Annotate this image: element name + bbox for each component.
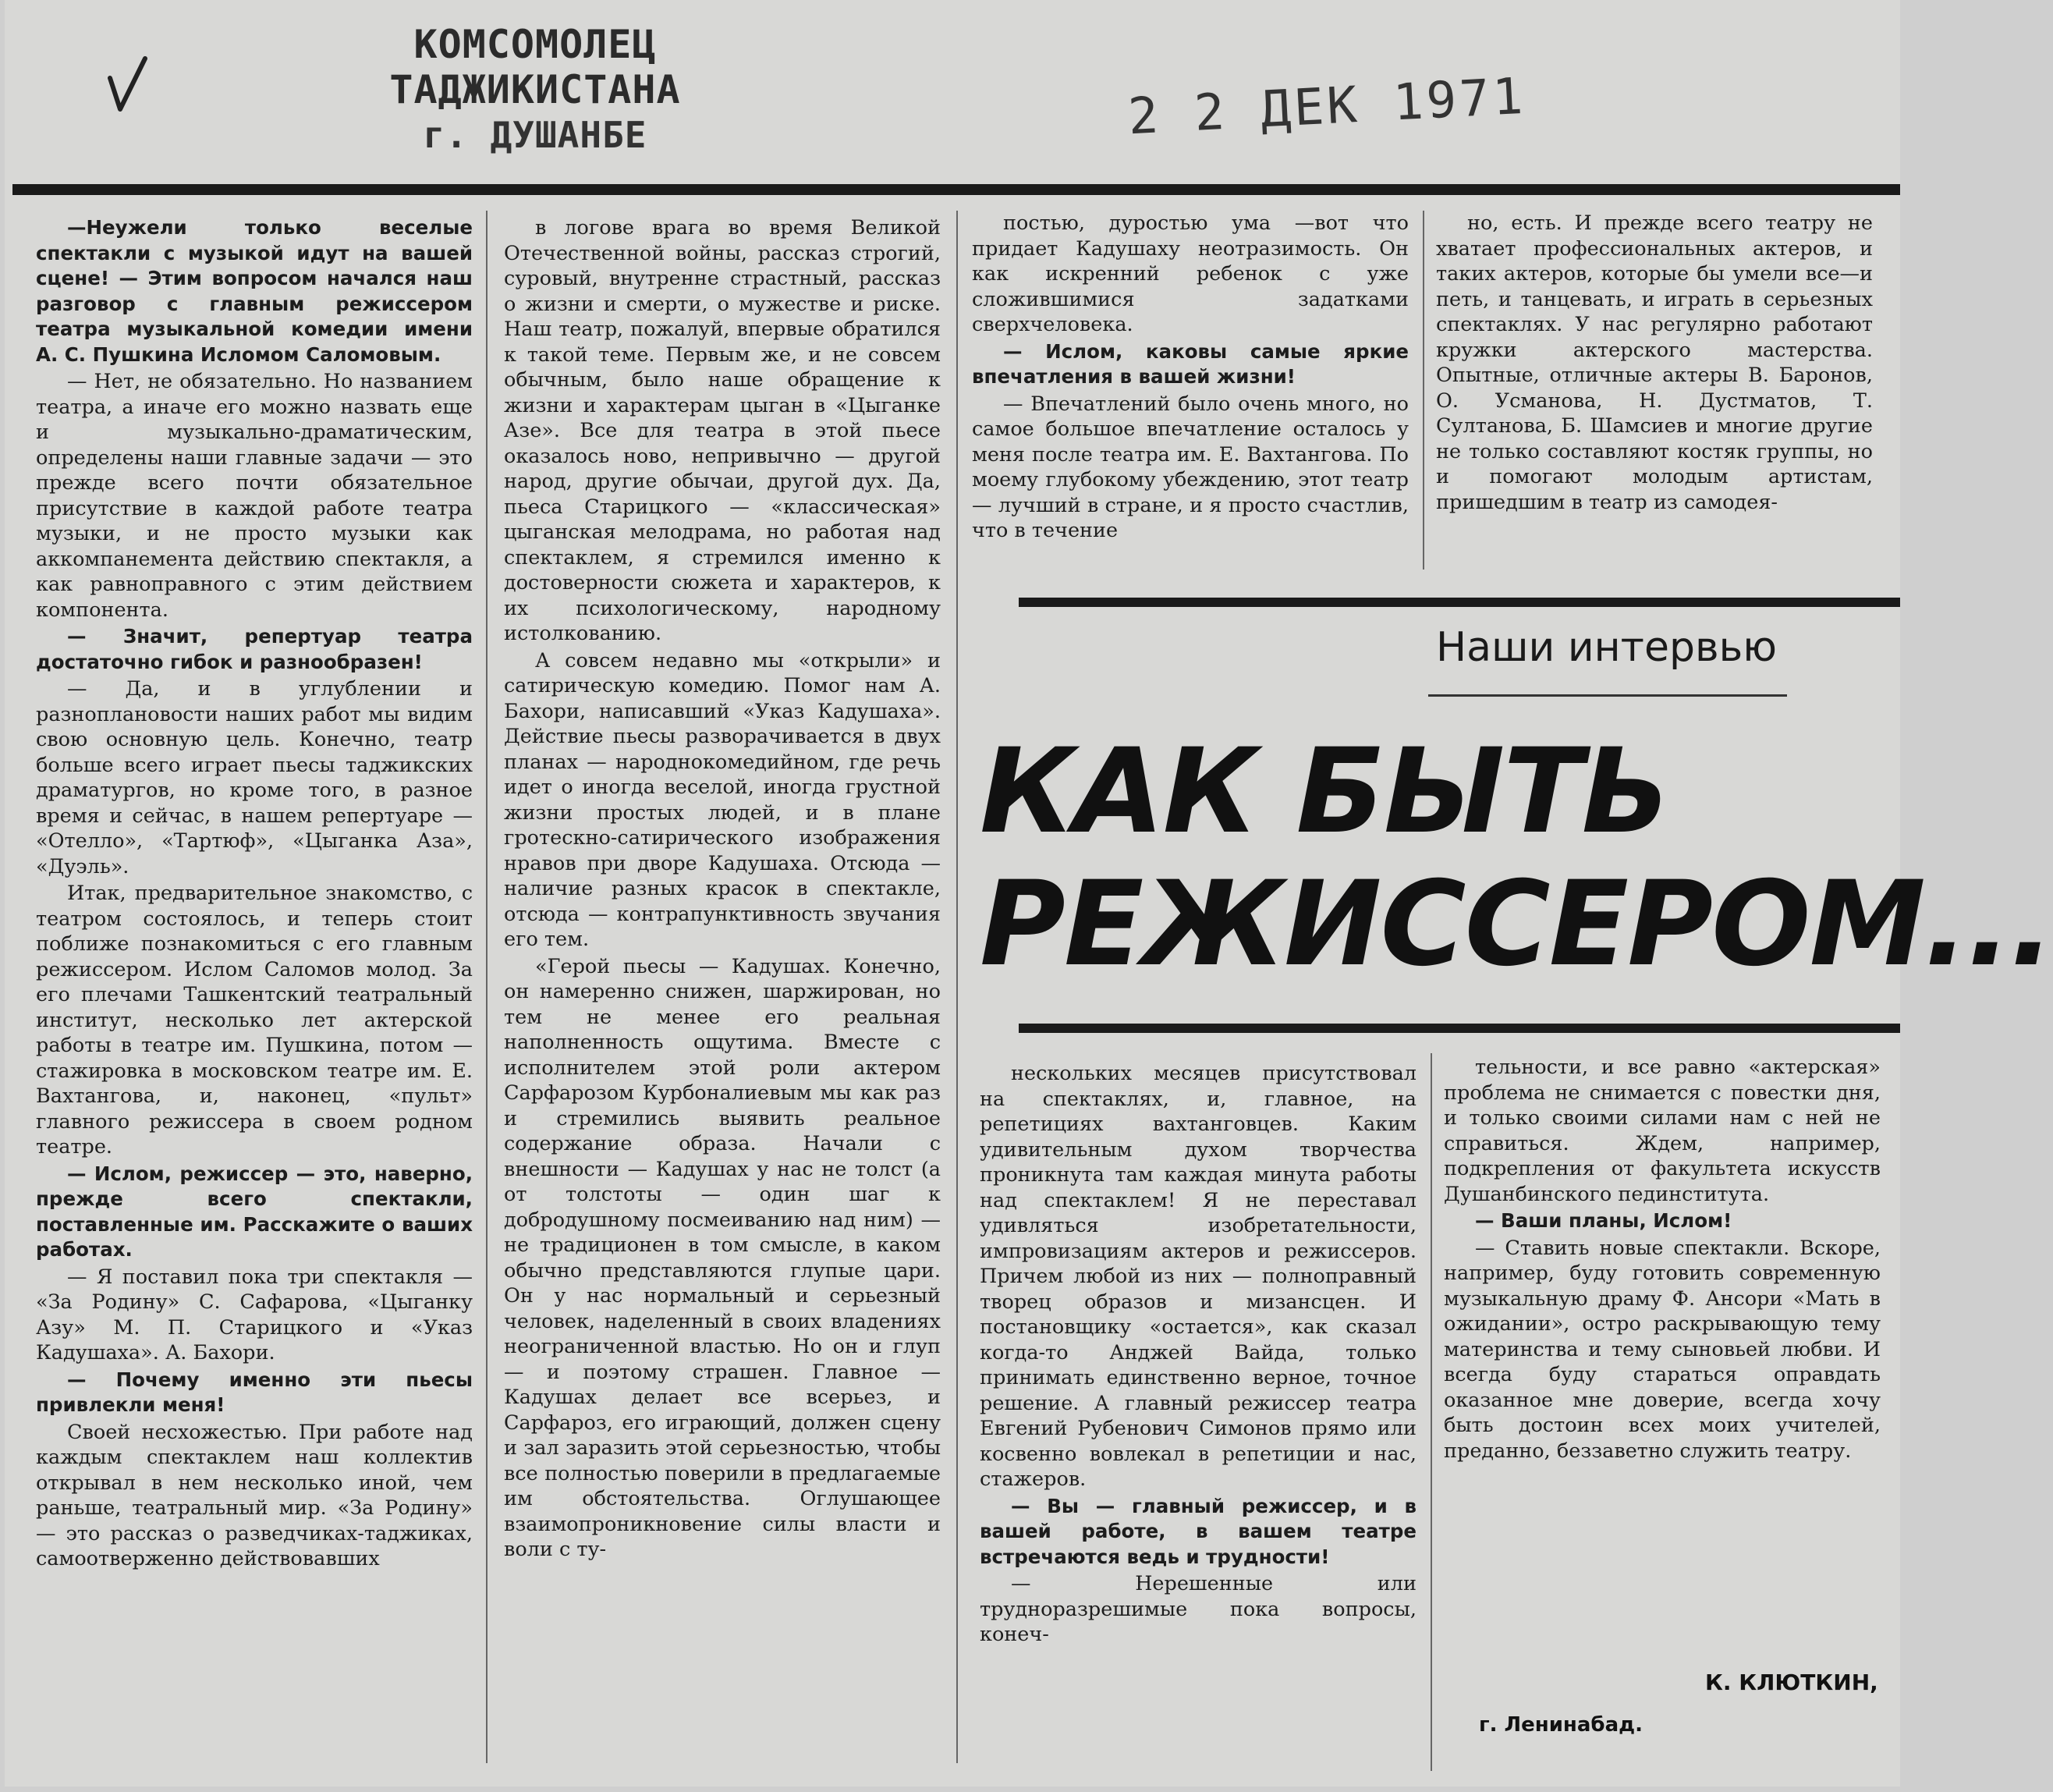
article-paragraph: Своей несхожестью. При работе над каждым спектаклем наш коллектив открывал в нем несколько иной, чем раньше, театральный мир. «За Родину» — это рассказ о разведчиках-таджиках, самоотверженно действовавших [36,1420,473,1570]
article-paragraph: — Нет, не обязательно. Но названием театра, а иначе его можно назвать еще и музыкально-драматическим, определены наши главные задачи — это прежде всего почти обязательное присутствие в каждой работе театра музыки, и не просто музыки как аккомпанемента действию спектакля, а как равноправного с этим действием компонента. [36,370,473,622]
article-paragraph: — Ставить новые спектакли. Вскоре, например, буду готовить современную музыкальную драму Ф. Ансори «Мать в ожидании», остро раскрывающую тему материнства и тему сыновьей любви. И всегда буду стараться оправдать оказанное мне доверие, всегда хочу быть достоин всех моих учителей, преданно, беззаветно служить театру. [1444,1236,1881,1463]
author-place: г. Ленинабад. [1479,1713,1643,1737]
author-signature: К. КЛЮТКИН, [1705,1670,1878,1695]
top-rule [12,184,1900,195]
article-paragraph: нескольких месяцев присутствовал на спектаклях, и, главное, на репетициях вахтанговцев. Каким удивительным духом творчества проникнута там каждая минута работы над спектаклем! Я не переставал удивляться изобретательности, импровизациям актеров и режиссеров. Причем любой из них — полноправный творец образов и мизансцен. И постановщику «остается», как сказал когда-то Анджей Вайда, только принимать единственно верное, точное решение. А главный режиссер театра Евгений Рубенович Симонов прямо или косвенно вовлекал в репетиции и нас, стажеров. [980,1062,1417,1491]
article-paragraph: — Нерешенные или трудноразрешимые пока вопросы, конеч- [980,1572,1417,1646]
article-paragraph: — Да, и в углублении и разноплановости наших работ мы видим свою основную цель. Конечно, театр больше всего играет пьесы таджикских драматургов, но кроме того, в разное время и сейчас, в нашем репертуаре — «Отелло», «Тартюф», «Цыганка Аза», «Дуэль». [36,677,473,878]
article-paragraph: — Впечатлений было очень много, но самое большое впечатление осталось у меня после театра им. Е. Вахтангова. По моему глубокому убеждению, этот театр — лучший в стране, и я просто счастлив, что в течение [972,392,1409,542]
newspaper-clipping [5,0,2053,1787]
headline-line-1: КАК БЫТЬ [980,724,1669,860]
headline [980,724,2053,992]
column-divider [486,211,488,1763]
column-3 [972,211,1409,570]
column-divider [1423,211,1424,570]
newspaper-name: КОМСОМОЛЕЦ ТАДЖИКИСТАНА [389,22,681,112]
column-1 [36,215,473,1768]
column-divider [956,211,958,1763]
interview-question: —Неужели только веселые спектакли с музыкой идут на вашей сцене! — Этим вопросом начался наш разговор с главным режиссером театра музыкальной комедии имени А. С. Пушкина Исломом Саломовым. [36,216,473,366]
interview-question: — Ваши планы, Ислом! [1475,1209,1732,1232]
article-paragraph: — Я поставил пока три спектакля — «За Родину» С. Сафарова, «Цыганку Азу» М. П. Старицкого и «Указ Кадушаха». А. Бахори. [36,1265,473,1364]
column-2 [504,215,941,1768]
article-paragraph: но, есть. И прежде всего театру не хватает профессиональных актеров, и таких актеров, которые бы умели все—и петь, и танцевать, и играть в серьезных спектаклях. У нас регулярно работают кружки актерского мастерства. Опытные, отличные актеры В. Баронов, О. Усманова, Н. Дустматов, Т. Султанова, Б. Шамсиев и многие другие не только составляют костяк группы, но и помогают молодым артистам, пришедшим в театр из самодея- [1436,211,1873,514]
rubric: Наши интервью [1436,624,1778,671]
article-paragraph: постью, дуростью ума —вот что придает Кадушаху неотразимость. Он как искренний ребенок с уже сложившимися задатками сверхчеловека. [972,211,1409,336]
interview-question: — Значит, репертуар театра достаточно гибок и разнообразен! [36,625,473,673]
checkmark-icon [106,55,153,117]
article-paragraph: «Герой пьесы — Кадушах. Конечно, он намеренно снижен, шаржирован, но тем не менее его реальная наполненность ощутима. Вместе с исполнителем этой роли актером Сарфарозом Курбоналиевым мы как раз и стремились выявить реальное содержание образа. Начали с внешности — Кадушах у нас не толст (а от толстоты — один шаг к добродушному посмеиванию над ним) — не традиционен в том смысле, в каком обычно представляются глупые цари. Он у нас нормальный и серьезный человек, наделенный в своих владениях неограниченной властью. Но он и глуп — и поэтому страшен. Главное — Кадушах делает все всерьез, и Сарфароз, его играющий, должен сцену и зал заразить этой серьезностью, чтобы все полностью поверили в предлагаемые им обстоятельства. Оглушающее взаимопроникновение силы власти и воли с ту- [504,954,941,1561]
column-4 [1436,211,1873,570]
headline-top-rule [1019,598,1900,607]
column-divider [1431,1053,1432,1771]
article-paragraph: в логове врага во время Великой Отечественной войны, рассказ строгий, суровый, внутренне страстный, рассказ о жизни и смерти, о мужестве и риске. Наш театр, пожалуй, впервые обратился к такой теме. Первым же, и не совсем обычным, было наше обращение к жизни и характерам цыган в «Цыганке Азе». Все для театра в этой пьесе оказалось ново, непривычно — другой народ, другие обычаи, другой дух. Да, пьеса Старицкого — «классическая» цыганская мелодрама, но работая над спектаклем, я стремился именно к достоверности сюжета и характеров, к их психологическому, народному истолкованию. [504,216,941,645]
interview-question: — Вы — главный режиссер, и в вашей работе, в вашем театре встречаются ведь и трудности! [980,1494,1417,1568]
column-5 [980,1061,1417,1763]
article-paragraph: тельности, и все равно «актерская» проблема не снимается с повестки дня, и только своими силами нам с ней не справиться. Ждем, например, подкрепления от факультета искусств Душанбинского пединститута. [1444,1056,1881,1206]
article-paragraph: А совсем недавно мы «открыли» и сатирическую комедию. Помог нам А. Бахори, написавший «Указ Кадушаха». Действие пьесы разворачивается в двух планах — народнокомедийном, где речь идет о иногда веселой, иногда грустной жизни простых людей, и в плане гротескно-сатирического изображения нравов при дворе Кадушаха. Отсюда — наличие разных красок в спектакле, отсюда — контрапунктивность звучания его тем. [504,648,941,951]
headline-line-2: РЕЖИССЕРОМ... [980,857,2053,992]
masthead [262,22,808,156]
newspaper-city: г. ДУШАНБЕ [423,114,647,156]
interview-question: — Ислом, режиссер — это, наверно, прежде всего спектакли, поставленные им. Расскажите о ваших работах. [36,1162,473,1261]
column-6 [1444,1055,1881,1765]
date-stamp: 2 2 ДЕК 1971 [1126,67,1527,147]
interview-question: — Почему именно эти пьесы привлекли меня! [36,1368,473,1416]
article-paragraph: Итак, предварительное знакомство, с театром состоялось, и теперь стоит поближе познакомиться с его главным режиссером. Ислом Саломов молод. За его плечами Ташкентский театральный институт, несколько лет актерской работы в театре им. Пушкина, потом — стажировка в московском театре им. Е. Вахтангова, и, наконец, «пульт» главного режиссера в своем родном театре. [36,882,473,1159]
headline-bottom-rule [1019,1024,1900,1033]
interview-question: — Ислом, каковы самые яркие впечатления в вашей жизни! [972,339,1409,388]
rubric-underline [1428,694,1787,697]
